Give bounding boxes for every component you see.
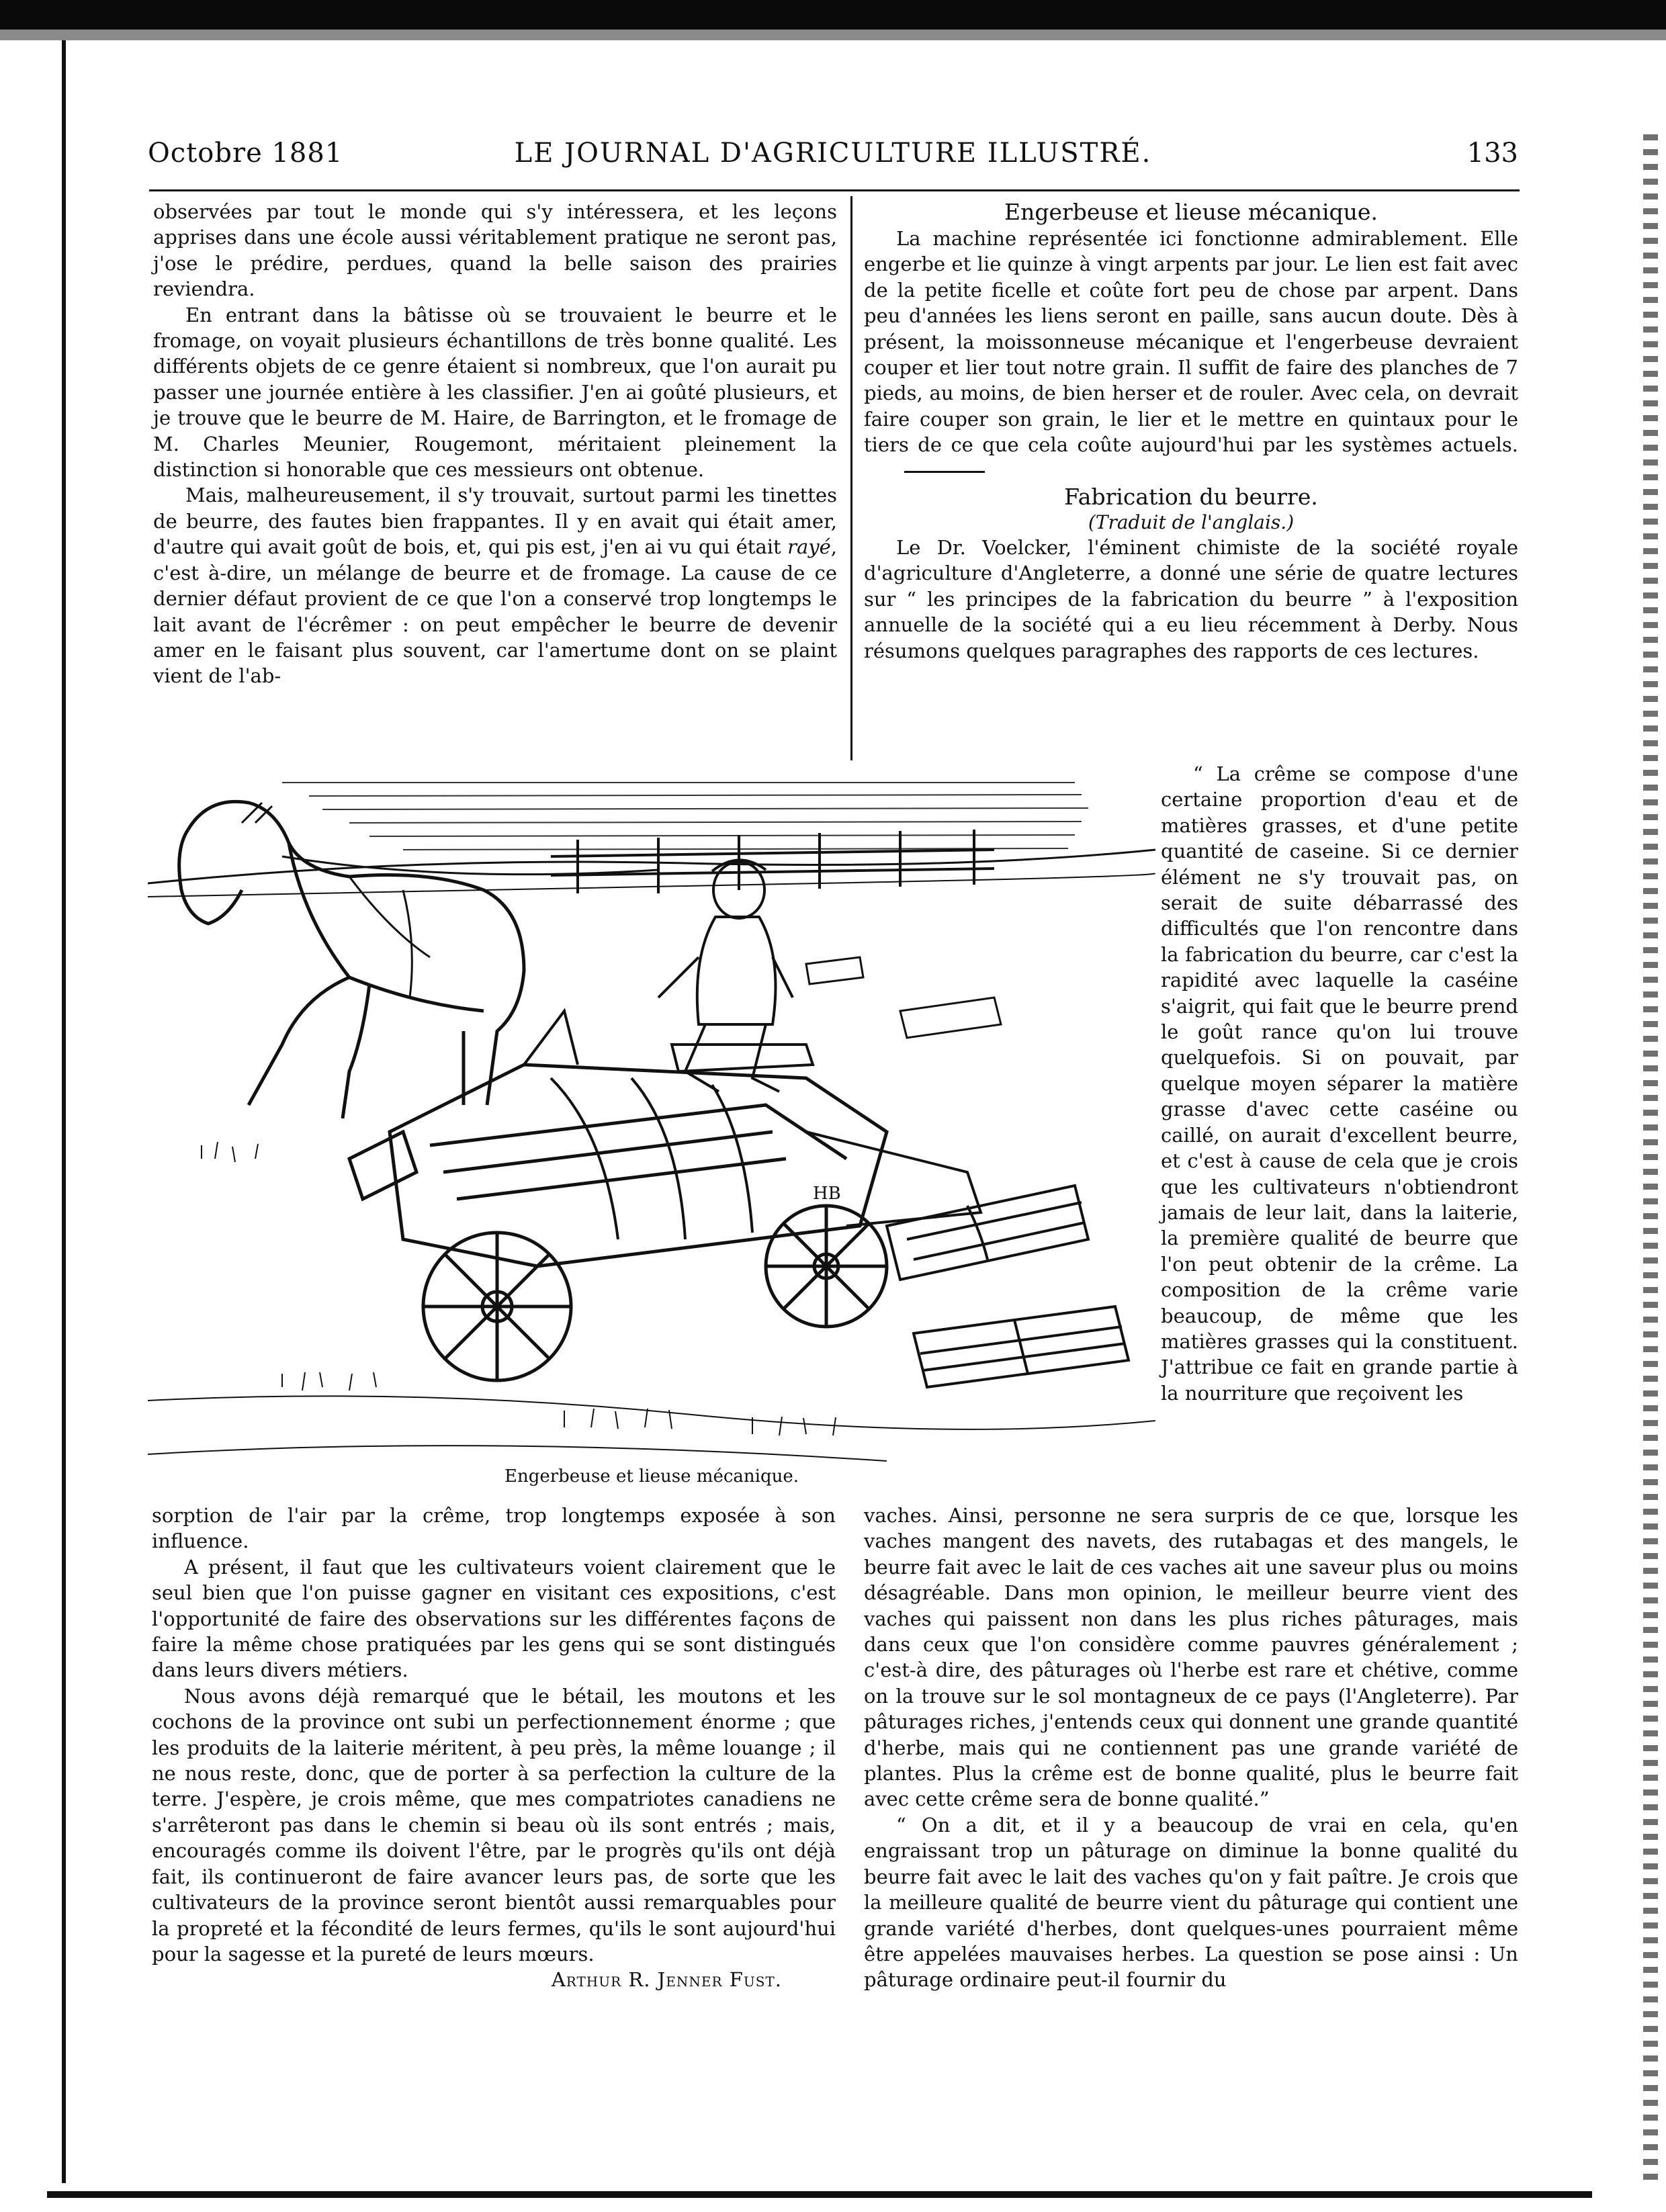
paragraph: sorption de l'air par la crême, trop longtemps exposée à son influence. — [152, 1504, 836, 1553]
paragraph: En entrant dans la bâtisse où se trouvaient le beurre et le fromage, on voyait plusieurs échantillons de très bonne qualité. Les différents objets de ce genre étaient si nombreux, que l'on aurait pu passer une journée entière à les classifier. J'en ai goûté plusieurs, et je trouve que le beurre de M. Haire, de Barrington, et le fromage de M. Charles Meunier, Rougemont, méritaient pleinement la distinction si honorable que ces messieurs ont obtenue. — [153, 303, 837, 482]
paragraph-text: La machine représentée ici fonctionne admirablement. Elle engerbe et lie quinze à vingt arpents par jour. Le lien est fait avec de la petite ficelle et coûte fort peu de chose par arpent. Dans peu d'années les liens seront en paille, sans aucun doute. Dès à présent, la moissonneuse mécanique et l'engerbeuse devraient couper et lier tout notre grain. Il suffit de faire des planches de 7 pieds, au moins, de bien herser et de rouler. Avec cela, on devrait faire couper son grain, le lier et le mettre en quintaux pour le tiers de ce que cela coûte aujourd'hui par les systèmes actuels. — [864, 227, 1518, 457]
paragraph: Nous avons déjà remarqué que le bétail, les moutons et les cochons de la province ont subi un perfectionnement énorme ; que les produits de la laiterie méritent, à peu près, la même louange ; il ne nous reste, donc, que de porter à sa perfection la culture de la terre. J'espère, je crois même, que mes compatriotes canadiens ne s'arrêteront pas dans le chemin si beau où ils sont entrés ; mais, encouragés comme ils doivent l'être, par le progrès qu'ils ont déjà fait, ils continueront de faire avancer leurs pas, de sorte que les cultivateurs de la province seront bientôt aussi remarquables pour la propreté et la fécondité de leurs fermes, qu'ils le sont aujourd'hui pour la sagesse et la pureté de leurs mœurs. — [152, 1684, 836, 1965]
illustration-caption: Engerbeuse et lieuse mécanique. — [504, 1466, 799, 1487]
section-subtitle: (Traduit de l'anglais.) — [1088, 511, 1295, 534]
sky-hatching — [282, 783, 1088, 850]
page-bottom-edge — [47, 2191, 1592, 2198]
paragraph-text: Mais, malheureusement, il s'y trouvait, surtout parmi les tinettes de beurre, des fautes bien frappantes. Il y en avait qui était amer, d'autre qui avait goût de bois, et, qui pis est, j'en ai vu qui était — [153, 484, 837, 559]
signature: Arthur R. Jenner Fust. — [551, 1968, 782, 1992]
scan-top-border — [0, 0, 1666, 30]
paragraph: observées par tout le monde qui s'y intéressera, et les leçons apprises dans une école aussi véritablement pratique ne seront pas, j'ose le prédire, perdues, quand la belle saison des prairies reviendra. — [153, 200, 837, 301]
right-wheel — [766, 1206, 887, 1327]
paragraph — [153, 482, 837, 689]
section-title: Fabrication du beurre. — [1064, 484, 1318, 511]
paragraph: “ La crême se compose d'une certaine proportion d'eau et de matières grasses, et d'une petite quantité de caseine. Si ce dernier élément ne s'y trouvait pas, on serait de suite débarrassé des difficultés que l'on rencontre dans la fabrication du beurre, car c'est la rapidité avec laquelle la caséine s'aigrit, qui fait que le beurre prend le goût rance qu'on lui trouve quelquefois. Si on pouvait, par quelque moyen séparer la matière grasse d'avec cette caséine ou caillé, on aurait d'excellent beurre, et c'est à cause de cela que je crois que les cultivateurs n'obtiendront jamais de leur lait, dans la laiterie, la première qualité de beurre que l'on peut obtenir de la crême. La composition de la crême varie beaucoup, de même que les matières grasses qui la constituent. J'attribue ce fait en grande partie à la nourriture que reçoivent les — [1161, 762, 1518, 1405]
right-column-bottom — [864, 1503, 1518, 1993]
paragraph: “ On a dit, et il y a beaucoup de vrai en cela, qu'en engraissant trop un pâturage on diminue la bonne qualité du beurre fait avec le lait des vaches qu'on y fait paître. Je crois que la meilleure qualité de beurre vient du pâturage qui contient une grande variété d'herbes, dont quelques-unes pourraient même être appelées mauvaises herbes. La question se pose ainsi : Un pâturage ordinaire peut-il fournir du — [864, 1813, 1518, 1992]
header-date: Octobre 1881 — [148, 138, 343, 169]
column-divider — [850, 196, 852, 760]
right-column-wrap — [1161, 761, 1518, 1406]
paragraph: A présent, il faut que les cultivateurs voient clairement que le seul bien que l'on puisse gagner en visitant ces expositions, c'est l'opportunité de faire des observations sur les différentes façons de faire la même chose pratiquées par les gens qui se sont distingués dans leurs divers métiers. — [152, 1555, 836, 1682]
sheaf — [914, 1307, 1129, 1387]
scan-shadow — [0, 30, 1666, 40]
sheaf — [887, 1186, 1088, 1280]
driver — [658, 860, 793, 1092]
running-header — [148, 138, 1518, 178]
page-left-edge — [62, 40, 66, 2183]
sheaf — [806, 957, 1001, 1038]
separator-rule — [904, 471, 985, 473]
paragraph: Le Dr. Voelcker, l'éminent chimiste de la société royale d'agriculture d'Angleterre, a donné une série de quatre lectures sur “ les principes de la fabrication du beurre ” à l'exposition annuelle de la société qui a eu lieu récemment à Derby. Nous résumons quelques paragraphes des rapports de ces lectures. — [864, 536, 1518, 662]
machine-mark: HB — [813, 1184, 841, 1204]
paragraph-text: , c'est à-dire, un mélange de beurre et de fromage. La cause de ce dernier défaut provient de ce que l'on a conservé trop longtemps le lait avant de l'écrêmer : on peut empêcher le beurre de devenir amer en le faisant plus souvent, car l'amertume dont on se plaint vient de l'ab- — [153, 535, 837, 688]
header-journal-title: LE JOURNAL D'AGRICULTURE ILLUSTRÉ. — [514, 138, 1152, 169]
reins — [282, 856, 658, 875]
left-column-bottom — [152, 1503, 836, 1993]
paragraph — [864, 226, 1518, 484]
header-page-number: 133 — [1466, 138, 1518, 169]
left-wheel — [423, 1233, 571, 1380]
binder-illustration — [148, 756, 1155, 1474]
italic-word: rayé — [787, 535, 831, 559]
page-right-edge — [1643, 134, 1658, 2183]
left-column-top — [153, 199, 837, 689]
right-column-top — [864, 199, 1518, 664]
section-title: Engerbeuse et lieuse mécanique. — [1004, 199, 1378, 225]
paragraph: vaches. Ainsi, personne ne sera surpris de ce que, lorsque les vaches mangent des navets, des rutabagas et des mangels, le beurre fait avec le lait de ces vaches ait une saveur plus ou moins désagréable. Dans mon opinion, le meilleur beurre vient des vaches qui paissent non dans les plus riches pâturages, mais dans ceux que l'on considère comme pauvres généralement ; c'est-à dire, des pâturages où l'herbe est rare et chétive, comme on la trouve sur le sol montagneux de ce pays (l'Angleterre). Par pâturages riches, j'entends ceux qui donnent une grande quantité d'herbe, mais qui ne contiennent pas une grande variété de plantes. Plus la crême est de bonne qualité, plus le beurre fait avec cette crême sera de bonne qualité.” — [864, 1504, 1518, 1811]
seat — [672, 1045, 813, 1071]
stubble — [148, 1142, 1155, 1461]
header-rule — [149, 189, 1520, 191]
